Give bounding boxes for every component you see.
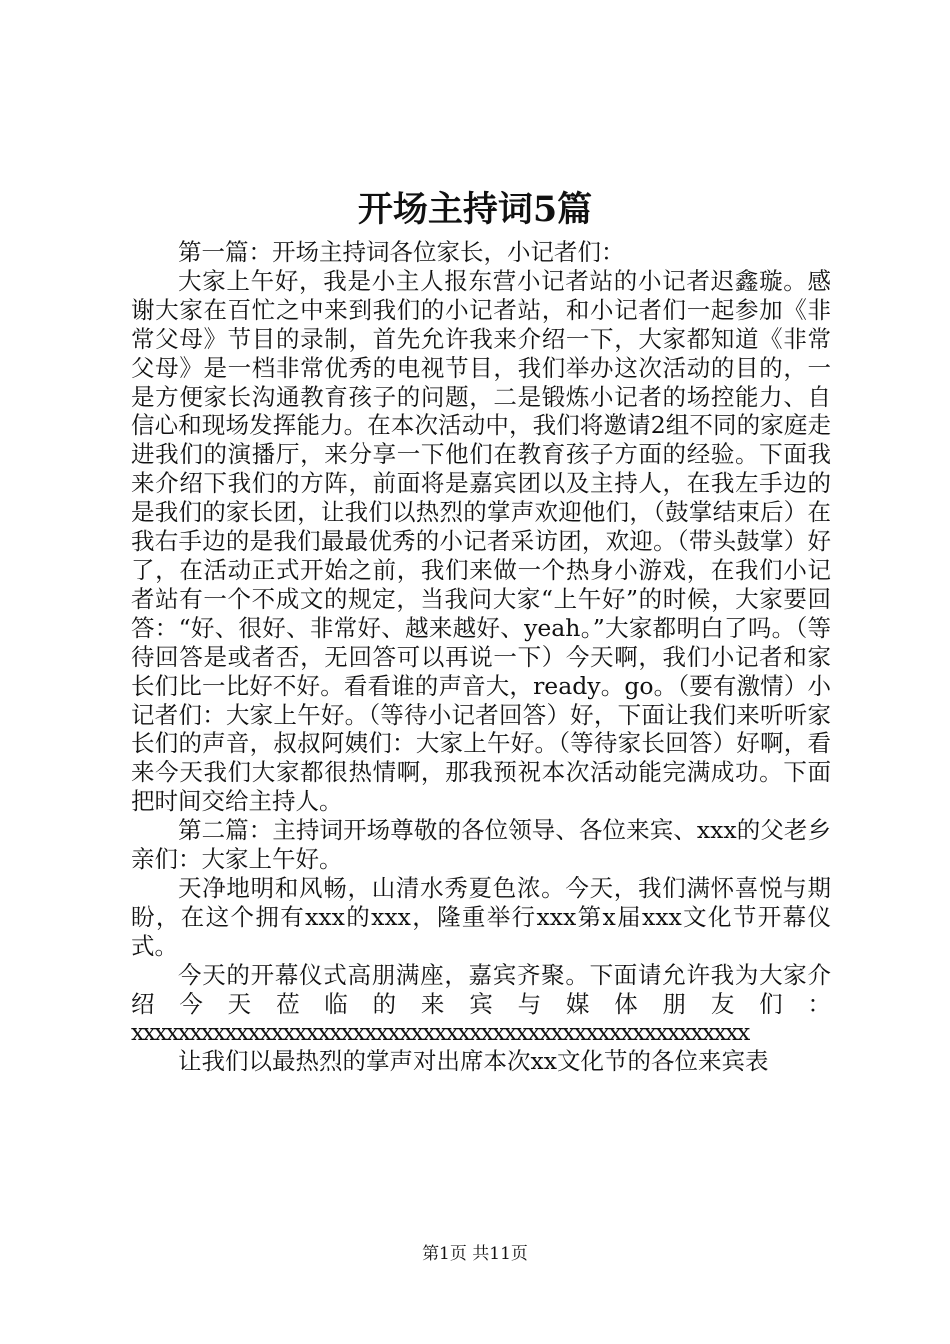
- paragraph-1: 第一篇：开场主持词各位家长，小记者们：: [178, 238, 625, 266]
- paragraph-6-guest-list: xxxxxxxxxxxxxxxxxxxxxxxxxxxxxxxxxxxxxxxxxxxxxxxxxxxxx: [131, 1018, 749, 1047]
- paragraph-2: 大家上午好，我是小主人报东营小记者站的小记者迟鑫璇。感谢大家在百忙之中来到我们的小记者站，和小记者们一起参加《非常父母》节目的录制，首先允许我来介绍一下，大家都知道《非常父母》是一档非常优秀的电视节目，我们举办这次活动的目的，一是方便家长沟通教育孩子的问题，二是锻炼小记者的场控能力、自信心和现场发挥能力。在本次活动中，我们将邀请2组不同的家庭走进我们的演播厅，来分享一下他们在教育孩子方面的经验。下面我来介绍下我们的方阵，前面将是嘉宾团以及主持人，在我左手边的是我们的家长团，让我们以热烈的掌声欢迎他们，（鼓掌结束后）在我右手边的是我们最最优秀的小记者采访团，欢迎。（带头鼓掌）好了，在活动正式开始之前，我们来做一个热身小游戏，在我们小记者站有一个不成文的规定，当我问大家“上午好”的时候，大家要回答：“好、很好、非常好、越来越好、yeah。”大家都明白了吗。（等待回答是或者否，无回答可以再说一下）今天啊，我们小记者和家长们比一比好不好。看看谁的声音大，ready。go。（要有激情）小记者们：大家上午好。（等待小记者回答）好，下面让我们来听听家长们的声音，叔叔阿姨们：大家上午好。（等待家长回答）好啊，看来今天我们大家都很热情啊，那我预祝本次活动能完满成功。下面把时间交给主持人。: [131, 266, 831, 816]
- document-body: [131, 238, 831, 1076]
- document-title: 开场主持词5篇: [357, 189, 593, 230]
- page-footer: 第1页 共11页: [422, 1244, 528, 1264]
- paragraph-5: 今天的开幕仪式高朋满座，嘉宾齐聚。下面请允许我为大家介绍今天莅临的来宾与媒体朋友们：: [131, 960, 831, 1018]
- paragraph-3: 第二篇：主持词开场尊敬的各位领导、各位来宾、xxx的父老乡亲们：大家上午好。: [131, 816, 831, 874]
- paragraph-7: 让我们以最热烈的掌声对出席本次xx文化节的各位来宾表: [178, 1047, 769, 1076]
- paragraph-4: 天净地明和风畅，山清水秀夏色浓。今天，我们满怀喜悦与期盼，在这个拥有xxx的xxx，隆重举行xxx第x届xxx文化节开幕仪式。: [131, 873, 831, 960]
